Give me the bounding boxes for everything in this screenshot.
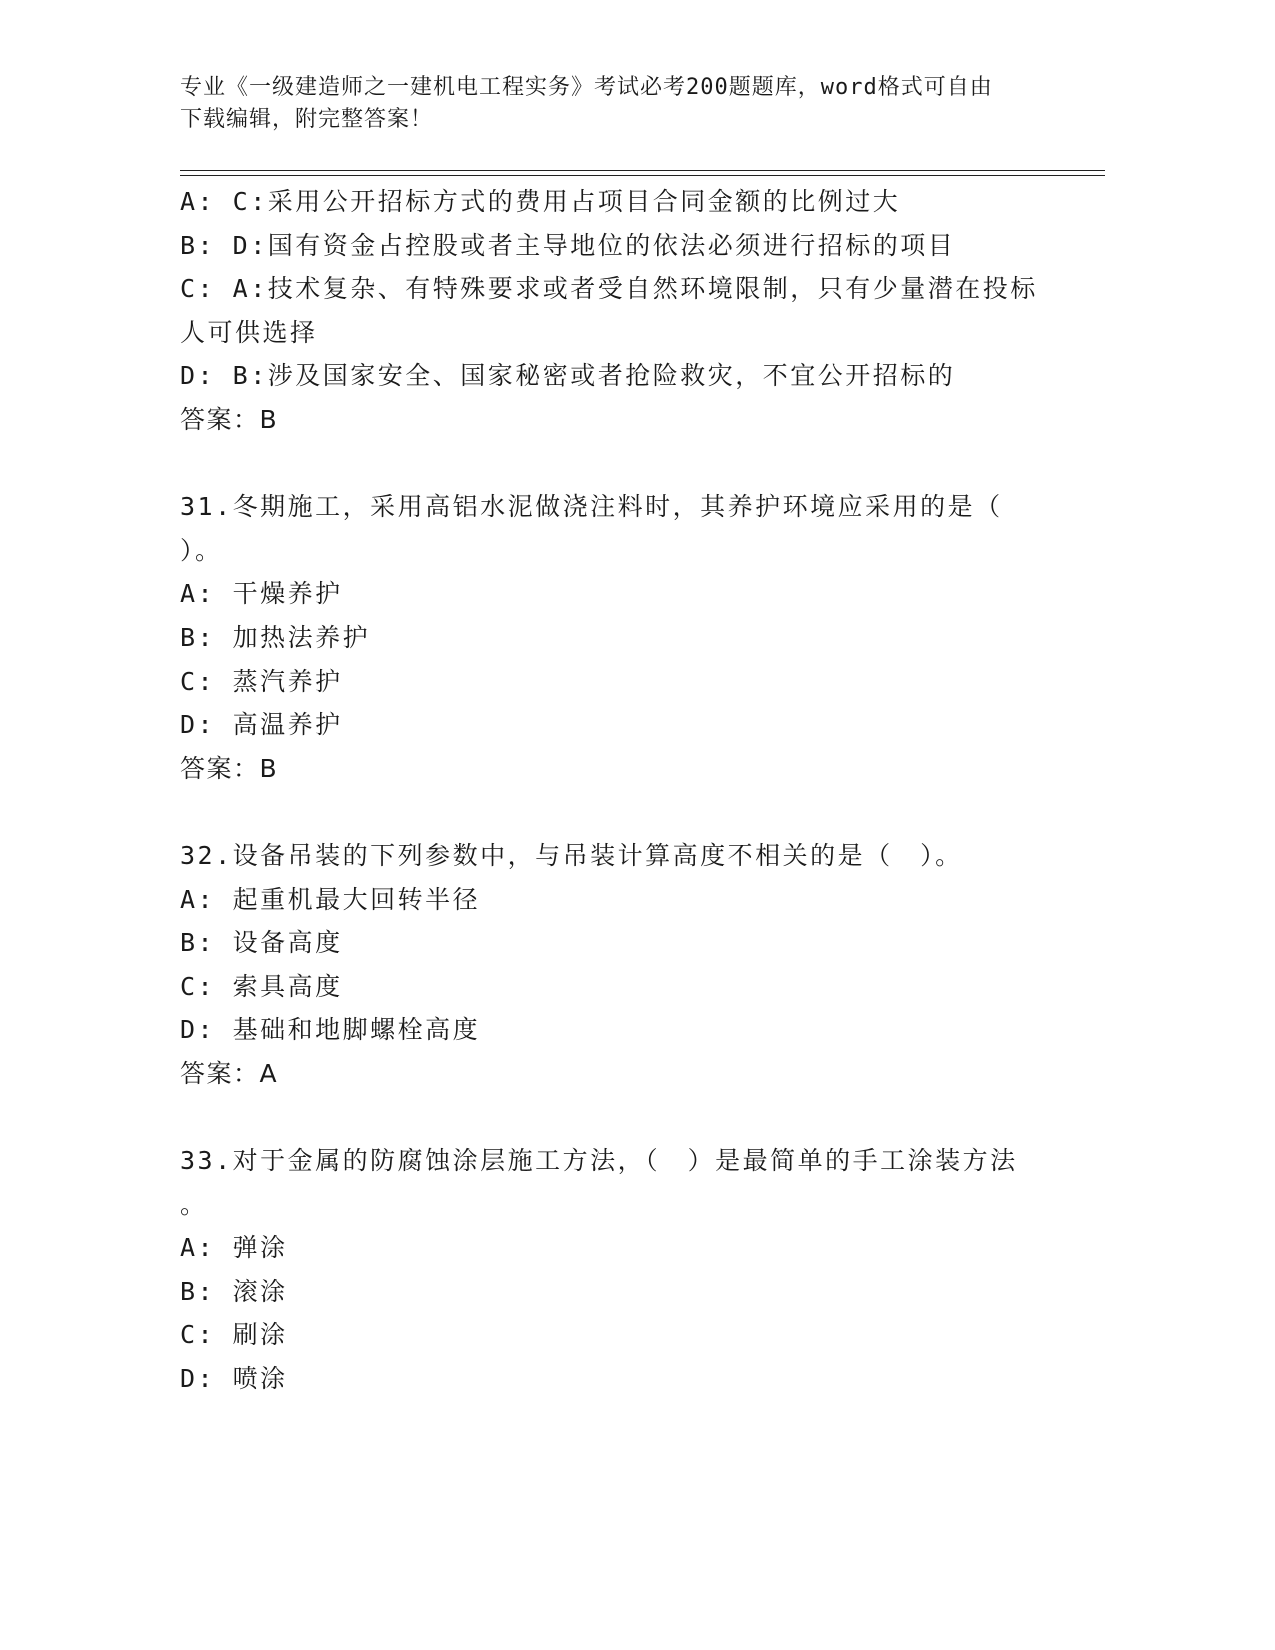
spacer <box>180 1095 1040 1139</box>
question-stem-line-1: 31.冬期施工，采用高铝水泥做浇注料时，其养护环境应采用的是（ <box>180 492 1003 522</box>
spacer <box>180 790 1040 834</box>
question-32 <box>180 834 1040 1096</box>
header-note-line-2: 下载编辑，附完整答案！ <box>180 107 434 132</box>
option-a: A: 弹涂 <box>180 1233 288 1263</box>
option-d: D: B:涉及国家安全、国家秘密或者抢险救灾，不宜公开招标的 <box>180 361 956 391</box>
question-30 <box>180 180 1040 442</box>
option-a: A: C:采用公开招标方式的费用占项目合同金额的比例过大 <box>180 187 901 216</box>
option-c-line-1: C: A:技术复杂、有特殊要求或者受自然环境限制，只有少量潜在投标 <box>180 274 1038 304</box>
question-stem-line-1: 33.对于金属的防腐蚀涂层施工方法，（ ）是最简单的手工涂装方法 <box>180 1146 1018 1176</box>
question-stem-line-2: 。 <box>180 1189 208 1219</box>
answer-label: 答案：B <box>180 753 279 783</box>
option-c: C: 索具高度 <box>180 971 343 1001</box>
option-a: A: 起重机最大回转半径 <box>180 884 481 914</box>
question-stem: 32.设备吊装的下列参数中，与吊装计算高度不相关的是（ ）。 <box>180 840 963 870</box>
header-divider-bottom <box>180 175 1105 176</box>
option-b: B: 加热法养护 <box>180 622 371 652</box>
option-b: B: 滚涂 <box>180 1276 288 1306</box>
option-c: C: 蒸汽养护 <box>180 666 343 696</box>
answer-label: 答案：B <box>180 404 279 434</box>
document-header-note <box>180 72 1040 136</box>
option-c: C: 刷涂 <box>180 1320 288 1350</box>
option-d: D: 基础和地脚螺栓高度 <box>180 1015 481 1045</box>
option-d: D: 高温养护 <box>180 710 343 740</box>
option-b: B: D:国有资金占控股或者主导地位的依法必须进行招标的项目 <box>180 230 956 260</box>
option-b: B: 设备高度 <box>180 928 343 958</box>
option-d: D: 喷涂 <box>180 1364 288 1394</box>
question-31 <box>180 485 1040 790</box>
question-33 <box>180 1139 1040 1401</box>
question-list <box>180 180 1040 1401</box>
header-note-line-1: 专业《一级建造师之一建机电工程实务》考试必考200题题库，word格式可自由 <box>180 75 993 100</box>
option-a: A: 干燥养护 <box>180 579 343 609</box>
header-divider-top <box>180 170 1105 171</box>
spacer <box>180 442 1040 486</box>
answer-label: 答案：A <box>180 1058 279 1088</box>
question-stem-line-2: ）。 <box>180 535 223 565</box>
option-c-line-2: 人可供选择 <box>180 317 318 347</box>
